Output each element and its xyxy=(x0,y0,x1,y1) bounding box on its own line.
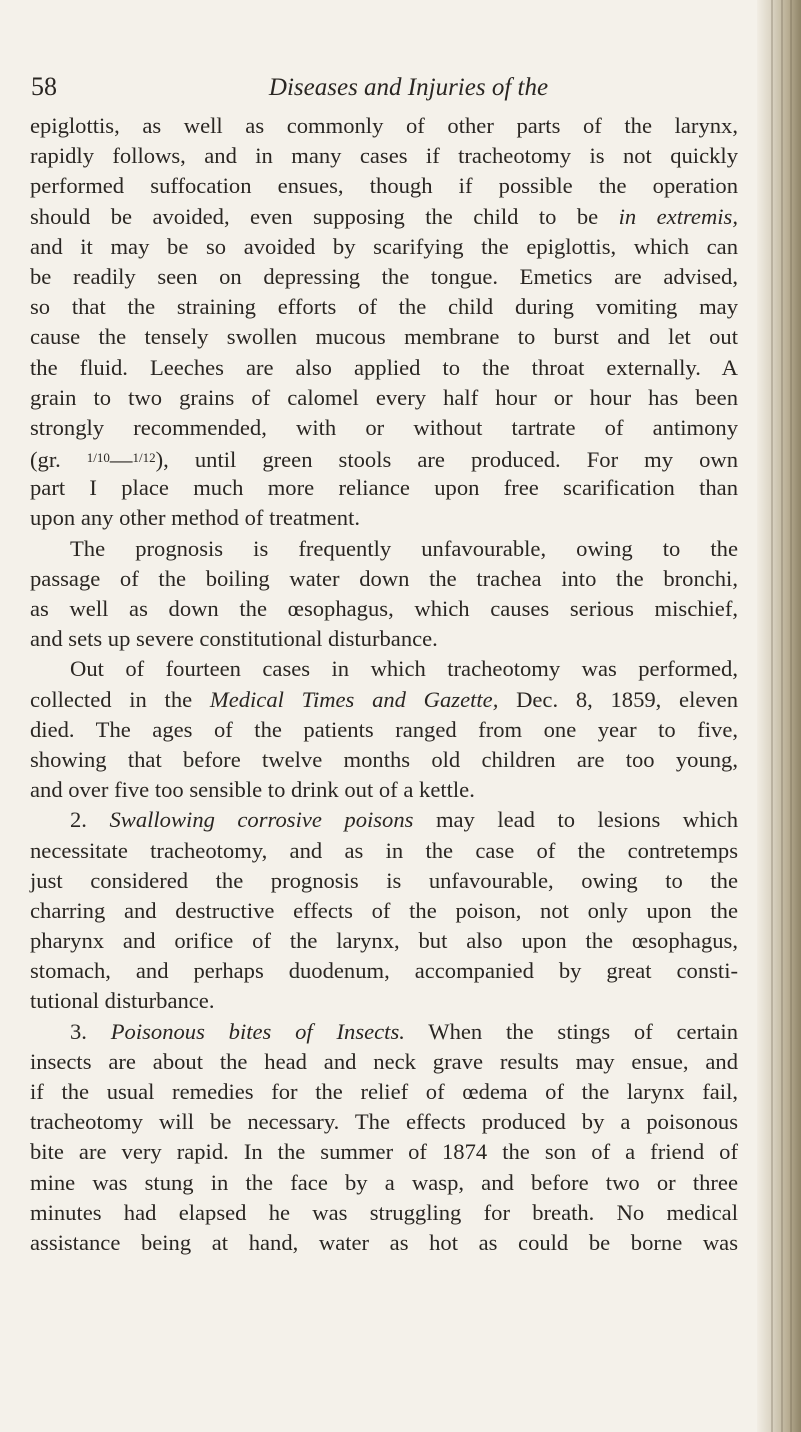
text-line: be readily seen on depressing the tongue. Emetics are advised, xyxy=(30,263,738,289)
text-line: cause the tensely swollen mucous membrane to burst and let out xyxy=(30,324,738,350)
text-line: The prognosis is frequently unfavourable, owing to the xyxy=(70,535,738,561)
text-line: epiglottis, as well as commonly of other parts of the larynx, xyxy=(30,113,738,138)
text-line: mine was stung in the face by a wasp, and before two or three xyxy=(30,1169,738,1195)
text-line: part I place much more reliance upon free scarification than xyxy=(30,475,738,501)
text-line: tutional disturbance. xyxy=(30,988,215,1014)
text-line: necessitate tracheotomy, and as in the case of the contretemps xyxy=(30,837,738,863)
running-title: Diseases and Injuries of the xyxy=(268,74,549,101)
text-line: strongly recommended, with or without tartrate of antimony xyxy=(30,414,738,440)
text-line: showing that before twelve months old children are too young, xyxy=(30,746,738,772)
text-line: pharynx and orifice of the larynx, but also upon the œsophagus, xyxy=(30,928,738,954)
text-line: charring and destructive effects of the poison, not only upon the xyxy=(30,897,738,923)
text-line: and it may be so avoided by scarifying the epiglottis, which can xyxy=(30,233,738,259)
fraction: 1/12 xyxy=(132,450,156,466)
text-line: died. The ages of the patients ranged from one year to five, xyxy=(30,716,738,742)
text-line: the fluid. Leeches are also applied to the throat externally. A xyxy=(30,354,738,380)
text-line: grain to two grains of calomel every half hour or hour has been xyxy=(30,384,738,410)
page-edge-shadow xyxy=(757,0,801,1432)
text-line: insects are about the head and neck grave results may ensue, and xyxy=(30,1048,738,1074)
text-line: 2. Swallowing corrosive poisons may lead to lesions which xyxy=(70,807,739,833)
text-line: stomach, and perhaps duodenum, accompanied by great consti- xyxy=(30,958,738,984)
text-line: just considered the prognosis is unfavourable, owing to the xyxy=(30,867,738,893)
text-line: upon any other method of treatment. xyxy=(30,505,361,531)
text-line: and over five too sensible to drink out of a kettle. xyxy=(30,777,475,803)
text-line: Out of fourteen cases in which tracheotomy was performed, xyxy=(70,656,738,682)
text-line: tracheotomy will be necessary. The effects produced by a poisonous xyxy=(30,1109,738,1135)
page-header xyxy=(31,72,731,112)
text-line: (gr. $^{1/10}$—$^{1/12}$), until green stools are produced. For my own xyxy=(30,447,738,473)
text-line: and sets up severe constitutional disturbance. xyxy=(30,626,438,652)
text-line: rapidly follows, and in many cases if tracheotomy is not quickly xyxy=(30,143,738,169)
text-line: collected in the Medical Times and Gazette, Dec. 8, 1859, eleven xyxy=(30,686,738,712)
text-line: performed suffocation ensues, though if possible the operation xyxy=(30,173,738,199)
text-line: so that the straining efforts of the child during vomiting may xyxy=(30,294,738,320)
text-line: if the usual remedies for the relief of œdema of the larynx fail, xyxy=(30,1079,738,1104)
text-line: passage of the boiling water down the trachea into the bronchi, xyxy=(30,565,738,591)
text-line: bite are very rapid. In the summer of 1874 the son of a friend of xyxy=(30,1139,738,1165)
fraction: 1/10 xyxy=(86,450,110,466)
body-text xyxy=(30,111,738,1258)
text-line: should be avoided, even supposing the child to be in extremis, xyxy=(30,203,738,229)
page-number: 58 xyxy=(31,72,57,101)
text-line: as well as down the œsophagus, which causes serious mischief, xyxy=(30,596,738,621)
text-line: 3. Poisonous bites of Insects. When the stings of certain xyxy=(70,1018,738,1044)
text-line: minutes had elapsed he was struggling for breath. No medical xyxy=(30,1199,738,1225)
text-line: assistance being at hand, water as hot as could be borne was xyxy=(30,1229,738,1255)
